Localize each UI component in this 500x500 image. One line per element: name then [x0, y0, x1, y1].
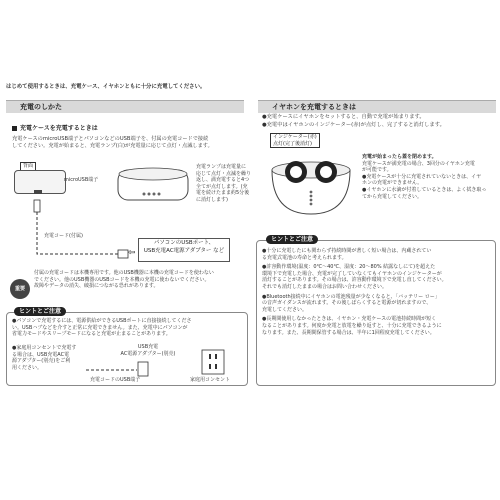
charging-cord-drawing: [30, 196, 130, 266]
usb-port-icon: [34, 190, 42, 194]
bullet-square-icon: [12, 126, 17, 131]
left-hint-text: ●パソコンで充電するには、電源供給ができるUSBポートに直接接続してくださ い。USBハブなどを介すと正常に充電できません。また、充電中にパソコンが 省電力モードやスリープモードになると充電が止まることがあります。: [12, 318, 192, 338]
adapter-label: USB充電 AC電源アダプター(別売): [120, 344, 176, 357]
important-badge: 重要: [10, 279, 30, 299]
right-bullets: ●充電ケースにイヤホンをセットすると、自動で充電が始まります。 ●充電中はイヤホンのインジケーター(赤)が点灯し、完了すると消灯します。: [262, 114, 445, 128]
outlet-label: 家庭用コンセント: [190, 377, 231, 383]
left-intro: はじめて使用するときは、充電ケース、イヤホンともに十分に充電してください。: [6, 84, 206, 90]
right-hint-para-4: ●長期間使用しなかったときは、イヤホン・充電ケースの電池持続時間が短く なることがあります。何度か充電と放電を繰り返すと、十分に充電できるように なります。また、長期間保管する場合は、半年に1回程度充電してください。: [262, 316, 442, 336]
outlet-note: ●家庭用コンセントで充電す る場合は、USB充電AC電 源アダプター(別売)をご利 用ください。: [12, 345, 77, 371]
rear-label: 背面: [20, 162, 36, 171]
cord-label: 充電コード(付属): [44, 233, 83, 239]
usb-arrow-icon: ⇦: [128, 248, 136, 258]
indicator-tag: インジケーター(赤) 点灯(完了後消灯): [270, 133, 320, 148]
left-section-title: 充電のしかた: [6, 100, 244, 113]
cord-usb-label: 充電コードのUSB端子: [90, 377, 141, 383]
right-hint-para-3: ●Bluetooth接続中にイヤホンの電池残量が少なくなると、「バッテリー ロー」 の音声ガイダンスが流れます。その後しばらくすると電源が切れますので、 充電してください。: [262, 293, 440, 313]
right-section-title: イヤホンを充電するときは: [258, 100, 496, 113]
left-body: 充電ケースのmicroUSB端子とパソコンなどのUSB端子を、付属の充電コードで接続 してください。充電が始まると、充電ランプ(白)が充電量に応じて点灯・点滅します。: [12, 136, 213, 150]
right-hint-text: [262, 248, 492, 336]
right-hint-title: ヒントとご注意: [266, 235, 318, 244]
port-label: microUSB端子: [64, 177, 99, 183]
left-subsection-title: 充電ケースを充電するときは: [12, 124, 98, 133]
lamp-note: 充電ランプは充電量に 応じて点灯・点滅を繰り 返し、満充電すると4つ 全てが点灯します。(充 電を続けたまま約5分後 に消灯します): [196, 164, 252, 203]
important-note: 付属の充電コードは本機専用です。他のUSB機器に本機の充電コードを使わない でください。他のUSB機器のUSBコードを本機の充電に使わないでください。 故障やデータの消失、破損につながる恐れがあります。: [34, 270, 214, 290]
right-hint-para-2: ●許容動作環境(温度：0℃〜40℃、湿度：20〜80% 結露なしにて)を超えた 環境下で充電した場合、充電が完了していなくてもイヤホンのインジケーターが 消灯することがあります。その場合は、許容動作環境下で充電し直してください。 それでも消灯したままの場合はお問い合わせください。: [262, 264, 447, 290]
left-hint-title: ヒントとご注意: [14, 307, 66, 316]
right-hint-para-1: ●十分に充電したにも関わらず持続時間が著しく短い場合は、内蔵されてい る充電式電池の寿命と考えられます。: [262, 248, 432, 261]
earbuds-case-illustration: [266, 150, 356, 220]
right-side-notes: 充電が始まったら蓋を閉めます。 充電ケースが満充電の場合、3回分のイヤホン充電 が可能です。 ●充電ケースが十分に充電されていないときは、イヤ ホンの充電ができません。 ●イヤホンに水滴が付着しているときは、よく拭き取っ てから充電してください。: [362, 154, 487, 200]
power-source-box: パソコンのUSBポート、 USB充電AC電源アダプター など: [138, 238, 230, 262]
